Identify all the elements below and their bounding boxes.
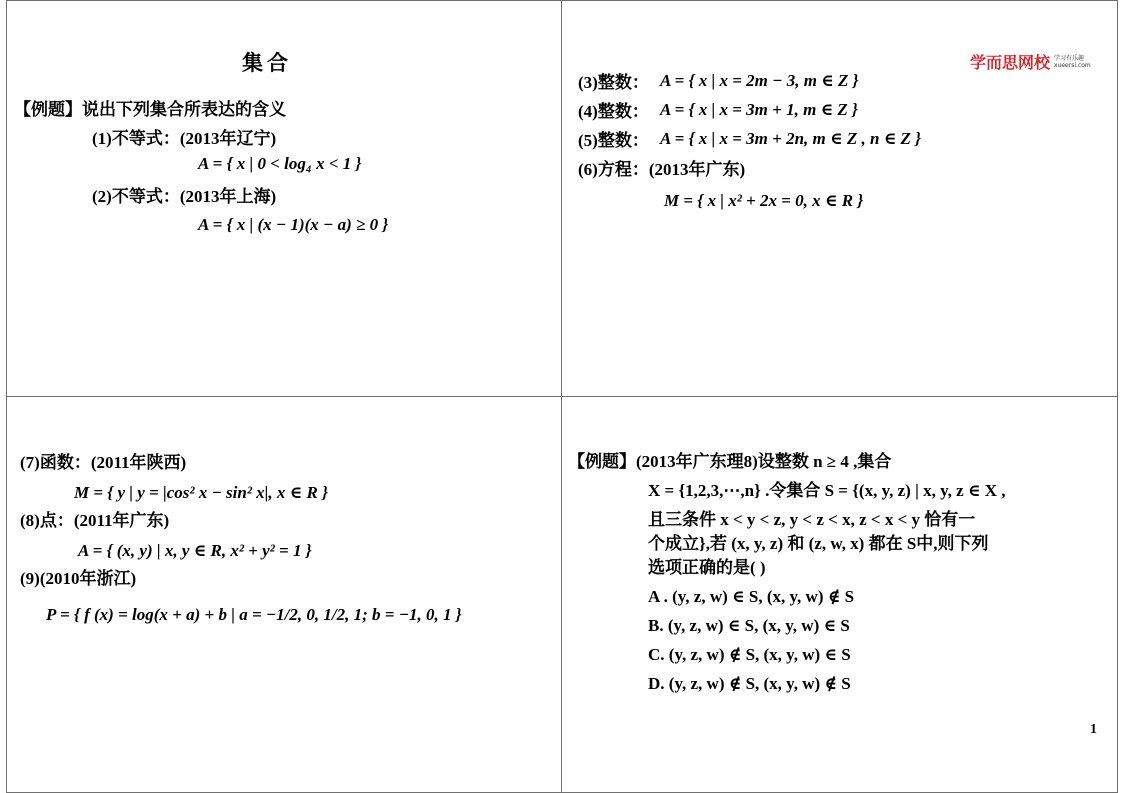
item-6-label: (6)方程：(2013年广东)	[578, 160, 746, 179]
option-d: D. (y, z, w) ∉ S, (x, y, w) ∉ S	[648, 674, 851, 693]
item-1-formula: A = { x | 0 < log₄ x < 1 }	[198, 154, 362, 173]
item-3-formula: A = { x | x = 2m − 3, m ∈ Z }	[660, 71, 859, 90]
logo-subtext: 学习有乐趣 xueersi.com	[1054, 54, 1091, 69]
item-4-formula: A = { x | x = 3m + 1, m ∈ Z }	[660, 100, 858, 119]
option-c: C. (y, z, w) ∉ S, (x, y, w) ∈ S	[648, 645, 851, 664]
item-3-label: (3)整数：	[578, 73, 649, 92]
option-a: A . (y, z, w) ∈ S, (x, y, w) ∉ S	[648, 587, 855, 606]
item-8-label: (8)点：(2011年广东)	[20, 511, 170, 530]
item-4-label: (4)整数：	[578, 102, 649, 121]
item-2-label: (2)不等式：(2013年上海)	[92, 187, 277, 206]
item-9-label: (9)(2010年浙江)	[20, 569, 137, 588]
option-b: B. (y, z, w) ∈ S, (x, y, w) ∈ S	[648, 616, 850, 635]
problem-line-4: 个成立},若 (x, y, z) 和 (z, w, x) 都在 S中,则下列	[648, 534, 989, 553]
horizontal-divider	[6, 396, 1117, 397]
item-7-formula: M = { y | y = |cos² x − sin² x|, x ∈ R }	[74, 483, 329, 502]
item-5-formula: A = { x | x = 3m + 2n, m ∈ Z , n ∈ Z }	[660, 129, 922, 148]
logo-text: 学而思网校	[970, 53, 1051, 72]
problem-line-5: 选项正确的是( )	[648, 558, 766, 577]
problem-line-2: X = {1,2,3,⋯,n} .令集合 S = {(x, y, z) | x, y, z ∈ X ,	[648, 481, 1006, 500]
item-8-formula: A = { (x, y) | x, y ∈ R, x² + y² = 1 }	[78, 541, 312, 560]
example-heading-1: 【例题】说出下列集合所表达的含义	[14, 100, 286, 119]
xueersi-logo	[970, 50, 1091, 73]
item-7-label: (7)函数：(2011年陕西)	[20, 453, 187, 472]
page-number: 1	[1090, 722, 1097, 737]
page-title: 集合	[242, 51, 292, 75]
item-2-formula: A = { x | (x − 1)(x − a) ≥ 0 }	[198, 215, 389, 234]
item-5-label: (5)整数：	[578, 131, 649, 150]
example-heading-2: 【例题】(2013年广东理8)设整数 n ≥ 4 ,集合	[568, 452, 892, 471]
item-1-label: (1)不等式：(2013年辽宁)	[92, 129, 277, 148]
item-9-formula: P = { f (x) = log(x + a) + b | a = −1/2, 0, 1/2, 1; b = −1, 0, 1 }	[46, 605, 462, 624]
problem-line-3: 且三条件 x < y < z, y < z < x, z < x < y 恰有一	[648, 510, 976, 529]
item-6-formula: M = { x | x² + 2x = 0, x ∈ R }	[664, 191, 864, 210]
